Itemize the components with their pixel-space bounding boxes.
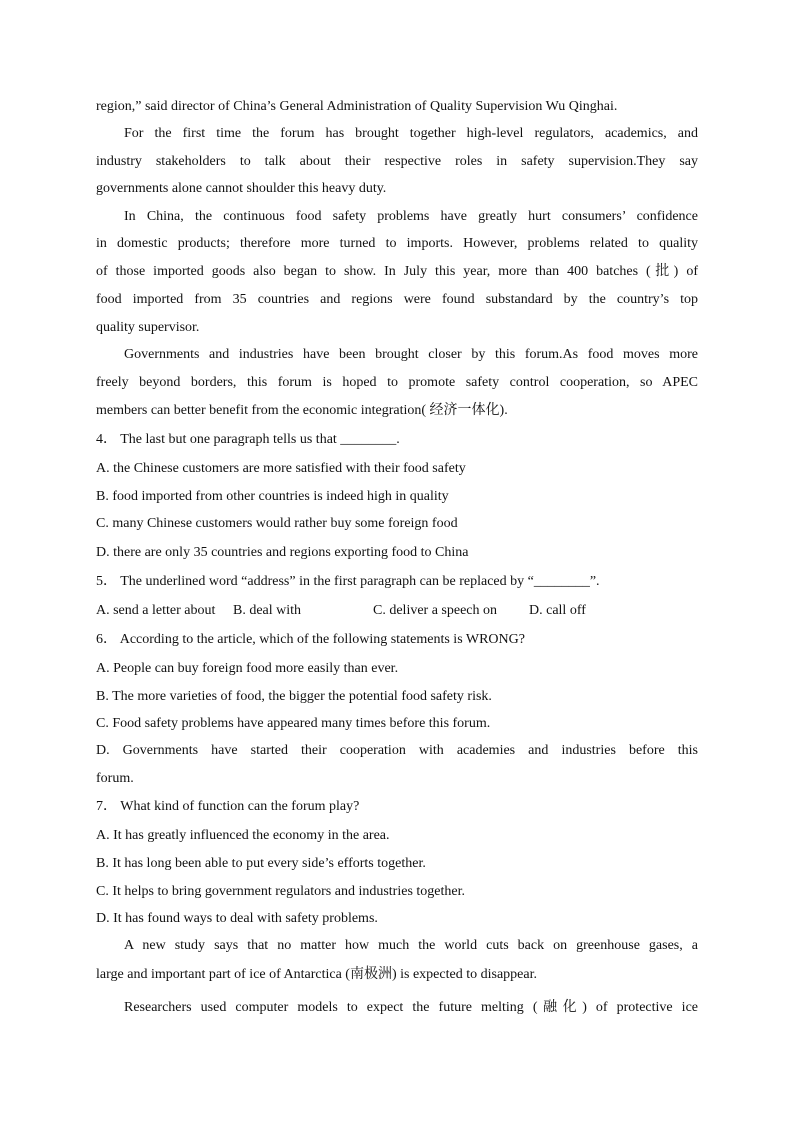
passage1-paragraph3-line5: quality supervisor. (96, 319, 200, 335)
question-4-stem: 4． The last but one paragraph tells us that ________. (96, 431, 400, 447)
question-6-option-d-line2: forum. (96, 770, 134, 786)
passage1-paragraph4-line3: members can better benefit from the economic integration( 经济一体化). (96, 402, 508, 418)
passage1-paragraph2-line2: industry stakeholders to talk about their respective roles in safety supervision.They say (96, 153, 698, 169)
passage2-paragraph1-line1: A new study says that no matter how much the world cuts back on greenhouse gases, a (124, 938, 698, 954)
question-5-stem: 5． The underlined word “address” in the first paragraph can be replaced by “________”. (96, 573, 600, 589)
passage1-paragraph3-line2: in domestic products; therefore more turned to imports. However, problems related to quality (96, 235, 698, 251)
question-4-option-c: C. many Chinese customers would rather buy some foreign food (96, 516, 458, 532)
question-4-option-d: D. there are only 35 countries and regions exporting food to China (96, 544, 469, 560)
question-7-option-c: C. It helps to bring government regulators and industries together. (96, 883, 465, 899)
passage1-paragraph3-line4: food imported from 35 countries and regions were found substandard by the country’s top (96, 292, 698, 308)
passage1-paragraph2-line3: governments alone cannot shoulder this heavy duty. (96, 181, 387, 197)
document-page (96, 93, 698, 1022)
passage1-paragraph4-line1: Governments and industries have been brought closer by this forum.As food moves more (124, 347, 698, 363)
passage2-paragraph1-line2: large and important part of ice of Antarctica (南极洲) is expected to disappear. (96, 966, 537, 982)
question-5-option-b: B. deal with (233, 602, 302, 618)
question-4-option-a: A. the Chinese customers are more satisfied with their food safety (96, 460, 466, 476)
passage2-paragraph2-line1: Researchers used computer models to expect the future melting (融化) of protective ice (124, 999, 698, 1015)
question-4-option-b: B. food imported from other countries is indeed high in quality (96, 488, 449, 504)
question-5-option-d: D. call off (529, 602, 586, 618)
passage1-paragraph3-line3: of those imported goods also began to show. In July this year, more than 400 batches (批) of (96, 264, 698, 280)
question-7-stem: 7． What kind of function can the forum play? (96, 799, 360, 815)
question-6-option-d-line1: D. Governments have started their cooperation with academies and industries before this (96, 743, 698, 759)
question-6-stem: 6． According to the article, which of the following statements is WRONG? (96, 631, 525, 647)
passage1-paragraph1-end: region,” said director of China’s General Administration of Quality Supervision Wu Qinghai. (96, 99, 618, 114)
question-7-option-a: A. It has greatly influenced the economy in the area. (96, 828, 390, 844)
question-5-option-c: C. deliver a speech on (373, 602, 498, 618)
question-7-option-d: D. It has found ways to deal with safety problems. (96, 911, 378, 927)
question-6-option-c: C. Food safety problems have appeared many times before this forum. (96, 716, 491, 732)
question-7-option-b: B. It has long been able to put every side’s efforts together. (96, 856, 426, 872)
question-5-option-a: A. send a letter about (96, 602, 216, 618)
passage1-paragraph4-line2: freely beyond borders, this forum is hoped to promote safety control cooperation, so APEC (96, 374, 698, 390)
passage1-paragraph2-line1: For the first time the forum has brought together high-level regulators, academics, and (124, 126, 698, 142)
question-6-option-b: B. The more varieties of food, the bigger the potential food safety risk. (96, 688, 492, 704)
passage1-paragraph3-line1: In China, the continuous food safety problems have greatly hurt consumers’ confidence (124, 208, 698, 224)
question-5-options (96, 596, 698, 625)
question-6-option-a: A. People can buy foreign food more easily than ever. (96, 660, 399, 676)
